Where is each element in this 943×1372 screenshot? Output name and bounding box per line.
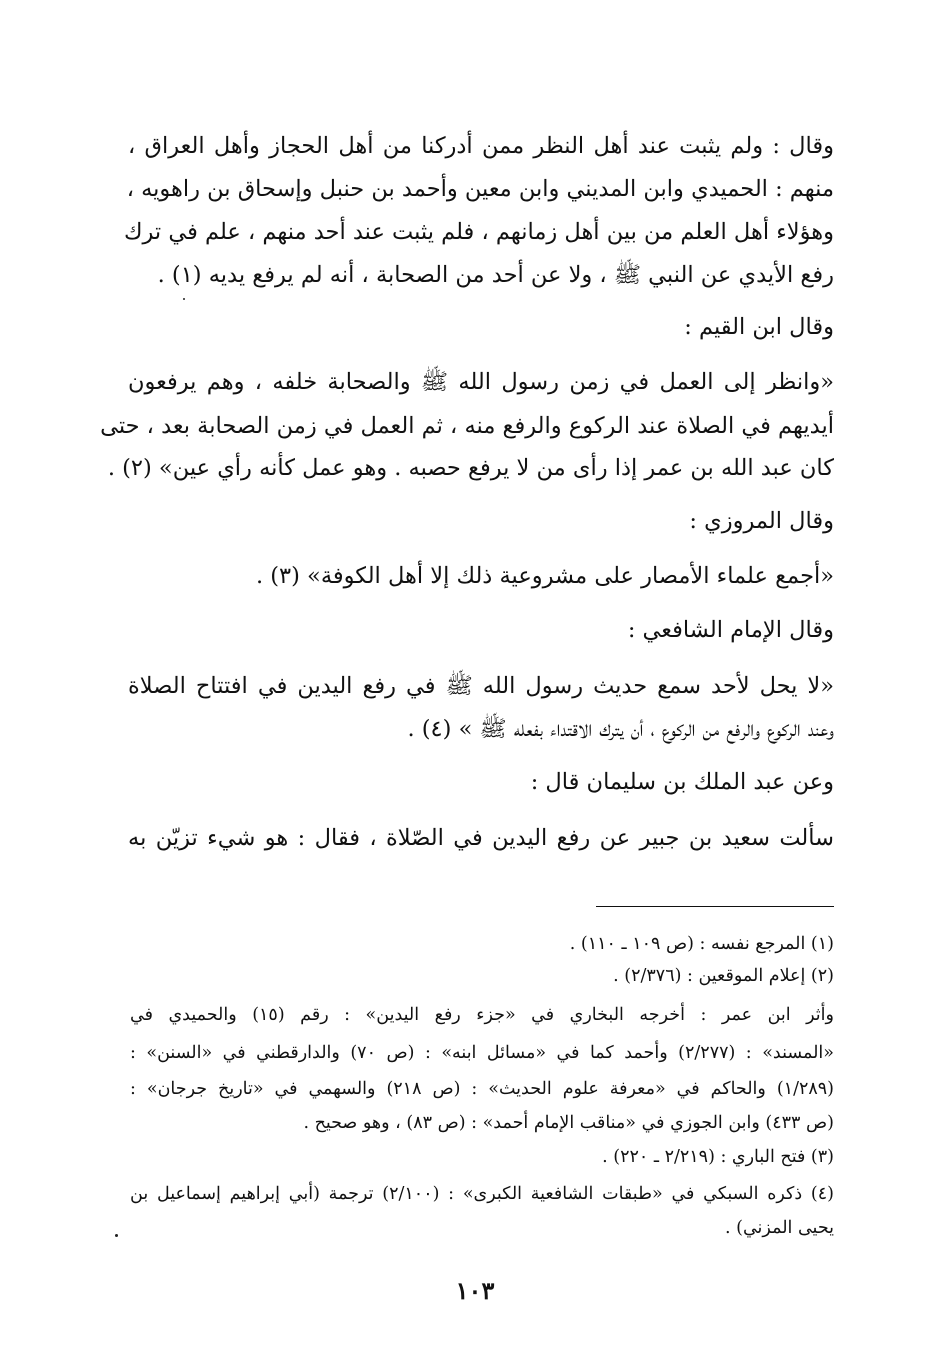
footnote-line-4: «المسند» : (٢/٢٧٧) وأحمد كما في «مسائل ابنه» : (ص ٧٠) والدارقطني في «السنن» : xyxy=(130,1043,834,1063)
body-line-15: سألت سعيد بن جبير عن رفع اليدين في الصّلاة ، فقال : هو شيء تزيّن به xyxy=(128,825,834,851)
body-line-2: منهم : الحميدي وابن المديني وابن معين وأحمد بن حنبل وإسحاق بن راهويه ، xyxy=(126,176,834,202)
body-line-6: «وانظر إلى العمل في زمن رسول الله ﷺ والصحابة خلفه ، وهم يرفعون xyxy=(128,369,834,395)
body-line-14: وعن عبد الملك بن سليمان قال : xyxy=(530,769,834,795)
body-line-1: وقال : ولم يثبت عند أهل النظر ممن أدركنا من أهل الحجاز وأهل العراق ، xyxy=(128,133,834,159)
body-line-8: كان عبد الله بن عمر إذا رأى من لا يرفع حصبه . وهو عمل كأنه رأي عين» (٢) . xyxy=(107,455,834,481)
footnote-line-1: (١) المرجع نفسه : (ص ١٠٩ ـ ١١٠) . xyxy=(569,934,834,954)
body-line-9: وقال المروزي : xyxy=(689,508,834,534)
footnote-line-7: (٣) فتح الباري : (٢/٢١٩ ـ ٢٢٠) . xyxy=(602,1147,834,1167)
scan-speck xyxy=(183,298,185,300)
footnote-line-6: (ص ٤٣٣) وابن الجوزي في «مناقب الإمام أحمد» : (ص ٨٣) ، وهو صحيح . xyxy=(303,1113,834,1133)
body-line-12: «لا يحل لأحد سمع حديث رسول الله ﷺ في رفع اليدين في افتتاح الصلاة xyxy=(128,673,834,699)
body-line-11: وقال الإمام الشافعي : xyxy=(627,617,834,643)
scan-speck xyxy=(115,1234,118,1237)
footnote-line-8: (٤) ذكره السبكي في «طبقات الشافعية الكبرى» : (٢/١٠٠) ترجمة (أبي إبراهيم إسماعيل بن xyxy=(130,1184,834,1204)
page-number: ١٠٣ xyxy=(455,1276,495,1305)
body-line-5: وقال ابن القيم : xyxy=(684,314,834,340)
footnote-line-2: (٢) إعلام الموقعين : (٢/٣٧٦) . xyxy=(613,966,834,986)
footnote-line-9: يحيى المزني) . xyxy=(725,1218,834,1238)
body-line-10: «أجمع علماء الأمصار على مشروعية ذلك إلا أهل الكوفة» (٣) . xyxy=(255,563,834,589)
body-line-4: رفع الأيدي عن النبي ﷺ ، ولا عن أحد من الصحابة ، أنه لم يرفع يديه (١) . xyxy=(157,262,834,288)
footnote-line-5: (١/٢٨٩) والحاكم في «معرفة علوم الحديث» : (ص ٢١٨) والسهمي في «تاريخ جرجان» : xyxy=(130,1079,834,1099)
body-line-3: وهؤلاء أهل العلم من بين أهل زمانهم ، فلم يثبت عند أحد منهم ، علم في ترك xyxy=(123,219,834,245)
footnote-line-3: وأثر ابن عمر : أخرجه البخاري في «جزء رفع اليدين» : رقم (١٥) والحميدي في xyxy=(130,1005,834,1025)
body-line-7: أيديهم في الصلاة عند الركوع والرفع منه ، ثم العمل في زمن الصحابة بعد ، حتى xyxy=(100,413,834,439)
footnote-separator xyxy=(596,906,834,907)
body-line-13: وعند الركوع والرفع من الركوع ، أن يترك الاقتداء بفعله ﷺ » (٤) . xyxy=(407,716,834,742)
